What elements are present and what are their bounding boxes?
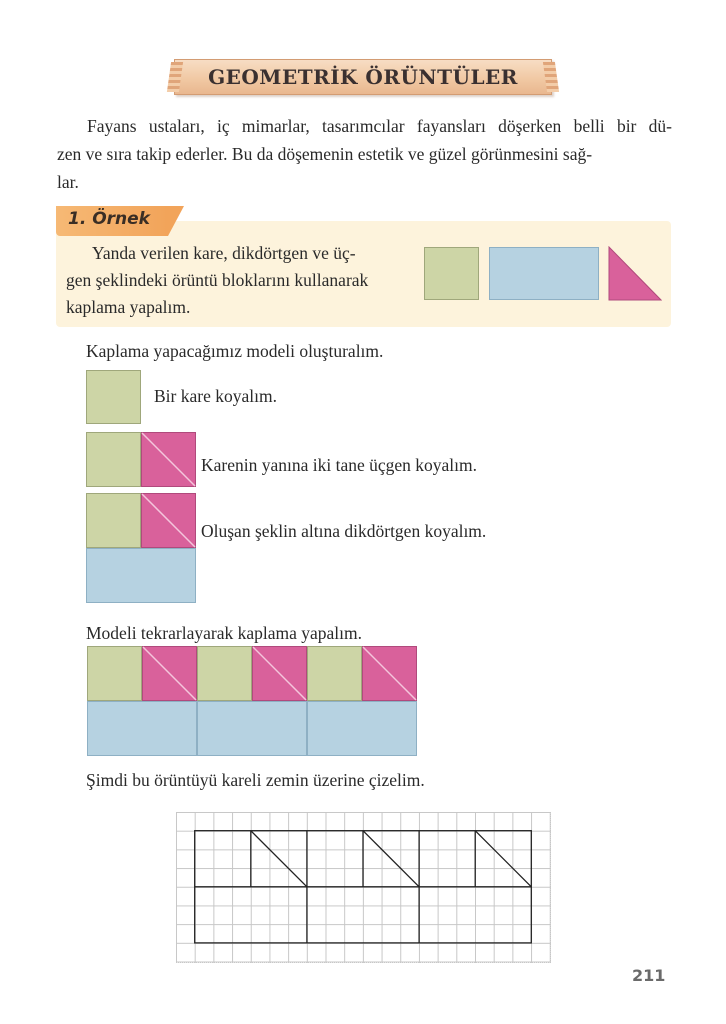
step3-rectangle — [86, 548, 196, 603]
grid-drawing — [176, 812, 551, 963]
tile-rectangle — [307, 701, 417, 756]
intro-paragraph — [57, 112, 672, 140]
example-tag-tip — [168, 206, 184, 236]
tile-triangles — [142, 646, 197, 701]
tiling-pattern — [87, 646, 417, 756]
step1-text: Bir kare koyalım. — [154, 386, 277, 406]
tile-rectangle — [197, 701, 307, 756]
step2-text: Karenin yanına iki tane üçgen koyalım. — [201, 455, 478, 475]
square-block — [424, 247, 479, 300]
tile-square — [197, 646, 252, 701]
tile-triangles — [362, 646, 417, 701]
steps-heading: Kaplama yapacağımız modeli oluşturalım. — [86, 341, 384, 361]
step2-triangles — [141, 432, 196, 487]
example-line: kaplama yapalım. — [66, 297, 191, 317]
tile-square — [87, 646, 142, 701]
title-banner — [174, 59, 552, 95]
triangle-block — [608, 246, 662, 301]
example-line: Yanda verilen kare, dikdörtgen ve üç- — [92, 243, 356, 263]
intro-line: lar. — [57, 172, 79, 192]
step2-square — [86, 432, 141, 487]
example-line: gen şeklindeki örüntü bloklarını kullanarak — [66, 270, 369, 290]
page-number: 211 — [632, 966, 666, 985]
example-tag-label: 1. Örnek — [68, 209, 150, 229]
intro-line: Fayans ustaları, iç mimarlar, tasarımcılar fayansları döşerken belli bir dü- — [87, 116, 672, 136]
tile-rectangle — [87, 701, 197, 756]
intro-paragraph-cont — [57, 140, 672, 196]
example-text — [66, 240, 411, 321]
step3-text: Oluşan şeklin altına dikdörtgen koyalım. — [201, 521, 487, 541]
tile-triangles — [252, 646, 307, 701]
repeat-heading: Modeli tekrarlayarak kaplama yapalım. — [86, 623, 362, 643]
step3-triangles — [141, 493, 196, 548]
intro-line: zen ve sıra takip ederler. Bu da döşemenin estetik ve güzel görünmesini sağ- — [57, 144, 593, 164]
grid-heading: Şimdi bu örüntüyü kareli zemin üzerine çizelim. — [86, 770, 425, 790]
rectangle-block — [489, 247, 599, 300]
tile-square — [307, 646, 362, 701]
page-title: GEOMETRİK ÖRÜNTÜLER — [208, 65, 518, 89]
step1-square — [86, 370, 141, 424]
step3-square — [86, 493, 141, 548]
